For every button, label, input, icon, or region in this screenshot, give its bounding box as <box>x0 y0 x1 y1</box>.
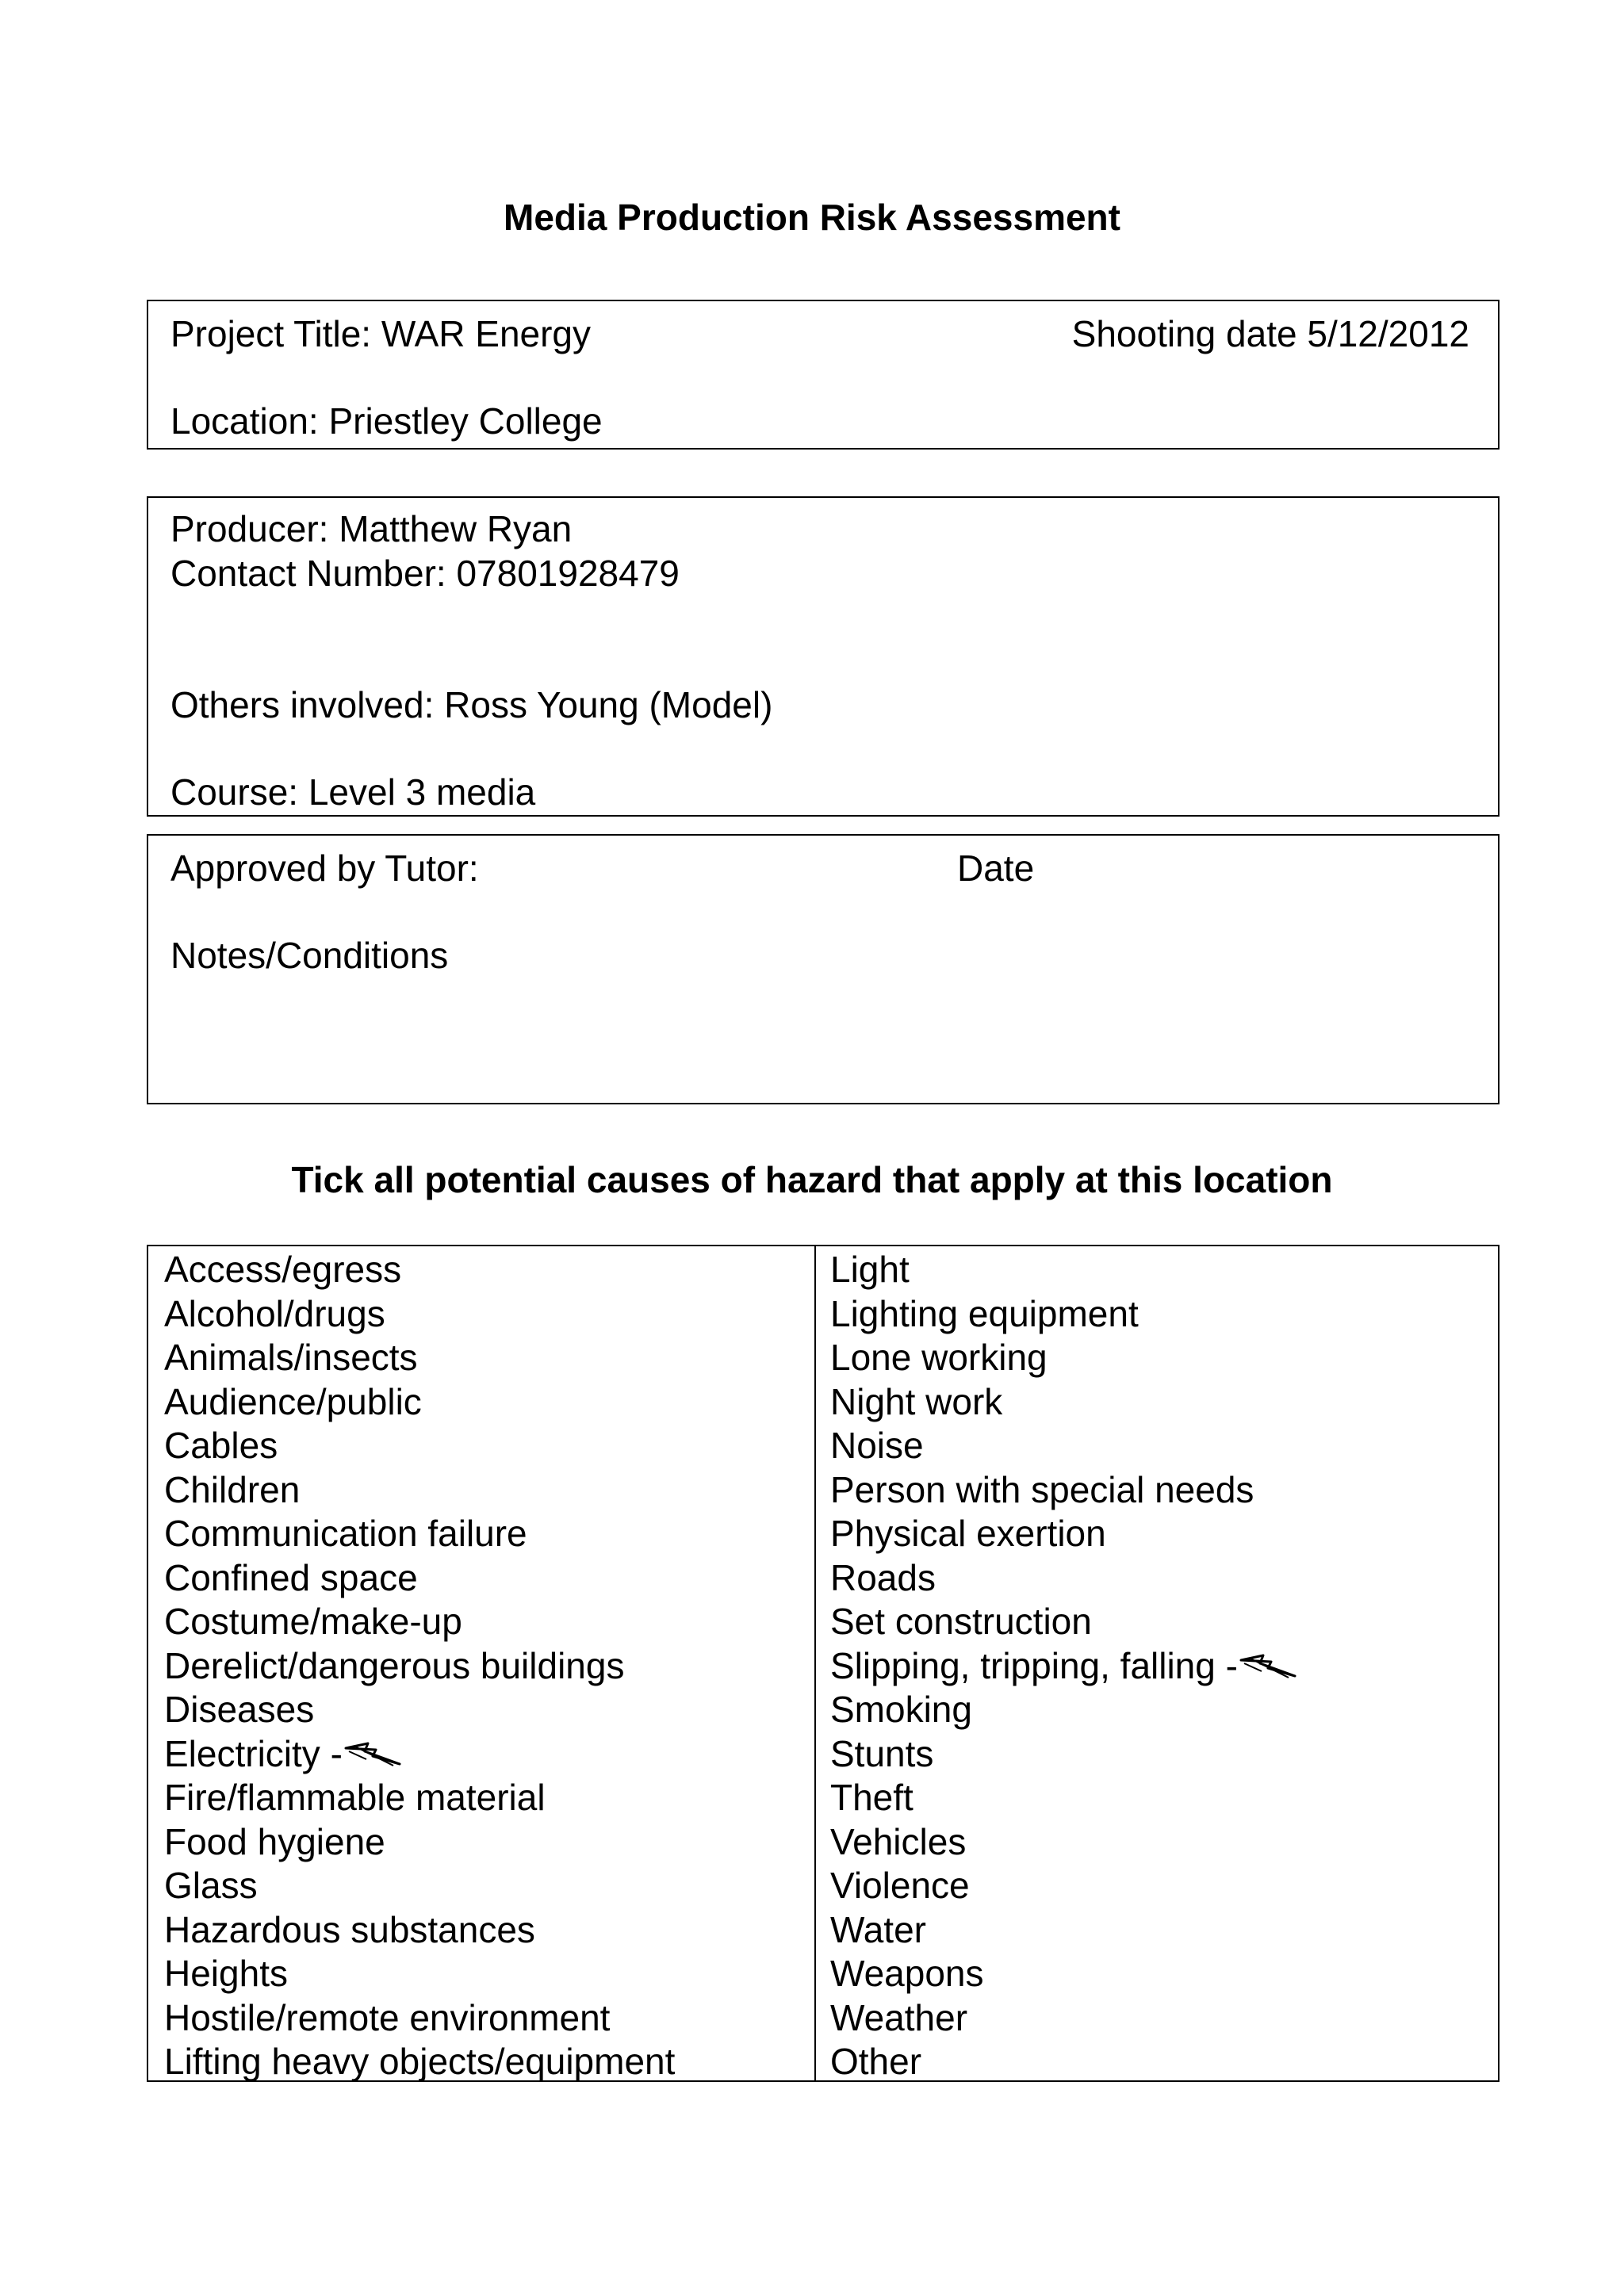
hazard-item-weapons[interactable] <box>816 1952 1498 1996</box>
hazard-label: Lifting heavy objects/equipment <box>164 2041 676 2082</box>
hazard-label: Water <box>830 1908 926 1950</box>
hazard-item-violence[interactable] <box>816 1864 1498 1908</box>
hazard-label: Noise <box>830 1425 924 1466</box>
tutor-approval-box <box>147 834 1500 1104</box>
hazard-label: Alcohol/drugs <box>164 1292 385 1334</box>
hazard-item-stunts[interactable] <box>816 1732 1498 1777</box>
hazard-item-children[interactable] <box>148 1468 814 1513</box>
hazard-label: Roads <box>830 1556 936 1598</box>
hazard-item-physical-exertion[interactable] <box>816 1512 1498 1556</box>
hazard-item-light[interactable] <box>816 1248 1498 1292</box>
hazard-label: Electricity - <box>164 1732 343 1774</box>
approved-by-tutor-label: Approved by Tutor: <box>170 848 479 889</box>
hazard-label: Fire/flammable material <box>164 1777 546 1818</box>
hazard-label: Vehicles <box>830 1820 967 1862</box>
hazard-item-lone-working[interactable] <box>816 1336 1498 1380</box>
hazard-label: Glass <box>164 1865 258 1906</box>
hazard-label: Heights <box>164 1953 288 1994</box>
hazard-label: Weather <box>830 1996 968 2038</box>
hazard-checklist-table <box>147 1245 1500 2082</box>
hazard-label: Animals/insects <box>164 1337 418 1378</box>
hazard-column-right <box>816 1246 1498 2080</box>
hazard-label: Stunts <box>830 1732 934 1774</box>
hazard-item-access-egress[interactable] <box>148 1248 814 1292</box>
hazard-label: Lighting equipment <box>830 1292 1139 1334</box>
project-title-field: Project Title: WAR Energy <box>170 313 592 354</box>
hazard-label: Lone working <box>830 1337 1048 1378</box>
hazard-item-diseases[interactable] <box>148 1688 814 1732</box>
hazard-item-noise[interactable] <box>816 1424 1498 1468</box>
hazard-item-person-with-special-needs[interactable] <box>816 1468 1498 1513</box>
hazard-item-night-work[interactable] <box>816 1380 1498 1425</box>
hazard-label: Hazardous substances <box>164 1908 535 1950</box>
hazard-column-left <box>148 1246 816 2080</box>
producer-field: Producer: Matthew Ryan <box>170 508 573 549</box>
hazard-label: Confined space <box>164 1556 418 1598</box>
hazard-item-costume-make-up[interactable] <box>148 1600 814 1644</box>
hazard-item-hazardous-substances[interactable] <box>148 1908 814 1953</box>
hazard-item-communication-failure[interactable] <box>148 1512 814 1556</box>
hazard-item-animals-insects[interactable] <box>148 1336 814 1380</box>
hazard-item-other[interactable] <box>816 2040 1498 2084</box>
notes-conditions-label: Notes/Conditions <box>170 935 449 976</box>
hazard-label: Children <box>164 1468 301 1510</box>
hazard-item-weather[interactable] <box>816 1996 1498 2041</box>
hazard-label: Theft <box>830 1777 914 1818</box>
hazard-section-heading: Tick all potential causes of hazard that apply at this location <box>291 1159 1333 1200</box>
contact-number-field: Contact Number: 07801928479 <box>170 553 680 594</box>
hazard-label: Communication failure <box>164 1513 527 1554</box>
hazard-label: Cables <box>164 1425 278 1466</box>
hazard-item-vehicles[interactable] <box>816 1820 1498 1865</box>
hazard-item-lighting-equipment[interactable] <box>816 1292 1498 1337</box>
others-involved-field: Others involved: Ross Young (Model) <box>170 684 773 725</box>
hazard-item-hostile-remote-environment[interactable] <box>148 1996 814 2041</box>
pen-tick-icon <box>1239 1652 1301 1684</box>
hazard-label: Audience/public <box>164 1380 422 1422</box>
hazard-label: Light <box>830 1249 910 1290</box>
hazard-item-set-construction[interactable] <box>816 1600 1498 1644</box>
hazard-item-audience-public[interactable] <box>148 1380 814 1425</box>
hazard-item-alcohol-drugs[interactable] <box>148 1292 814 1337</box>
hazard-label: Slipping, tripping, falling - <box>830 1644 1238 1686</box>
hazard-label: Person with special needs <box>830 1468 1254 1510</box>
hazard-label: Access/egress <box>164 1249 402 1290</box>
hazard-item-heights[interactable] <box>148 1952 814 1996</box>
hazard-item-electricity[interactable] <box>148 1732 814 1777</box>
project-details-box <box>147 300 1500 450</box>
hazard-item-fire-flammable-material[interactable] <box>148 1776 814 1820</box>
hazard-label: Other <box>830 2041 922 2082</box>
hazard-item-roads[interactable] <box>816 1556 1498 1601</box>
pen-tick-icon <box>344 1740 406 1772</box>
hazard-label: Weapons <box>830 1953 984 1994</box>
hazard-label: Physical exertion <box>830 1513 1106 1554</box>
hazard-label: Set construction <box>830 1601 1092 1642</box>
hazard-item-lifting-heavy-objects-equipment[interactable] <box>148 2040 814 2084</box>
hazard-label: Food hygiene <box>164 1820 385 1862</box>
hazard-item-food-hygiene[interactable] <box>148 1820 814 1865</box>
location-field: Location: Priestley College <box>170 400 603 442</box>
hazard-label: Costume/make-up <box>164 1601 462 1642</box>
hazard-item-smoking[interactable] <box>816 1688 1498 1732</box>
hazard-item-theft[interactable] <box>816 1776 1498 1820</box>
shooting-date-field: Shooting date 5/12/2012 <box>1071 313 1469 354</box>
page-title: Media Production Risk Assessment <box>504 197 1120 238</box>
course-field: Course: Level 3 media <box>170 771 536 813</box>
hazard-item-cables[interactable] <box>148 1424 814 1468</box>
hazard-item-glass[interactable] <box>148 1864 814 1908</box>
hazard-label: Derelict/dangerous buildings <box>164 1644 625 1686</box>
hazard-label: Hostile/remote environment <box>164 1996 611 2038</box>
hazard-item-confined-space[interactable] <box>148 1556 814 1601</box>
hazard-item-derelict-dangerous-buildings[interactable] <box>148 1644 814 1689</box>
hazard-label: Smoking <box>830 1689 972 1730</box>
approval-date-label: Date <box>957 848 1035 889</box>
producer-details-box <box>147 496 1500 817</box>
hazard-label: Night work <box>830 1380 1003 1422</box>
hazard-label: Violence <box>830 1865 970 1906</box>
hazard-label: Diseases <box>164 1689 315 1730</box>
hazard-item-water[interactable] <box>816 1908 1498 1953</box>
hazard-item-slipping-tripping-falling[interactable] <box>816 1644 1498 1689</box>
